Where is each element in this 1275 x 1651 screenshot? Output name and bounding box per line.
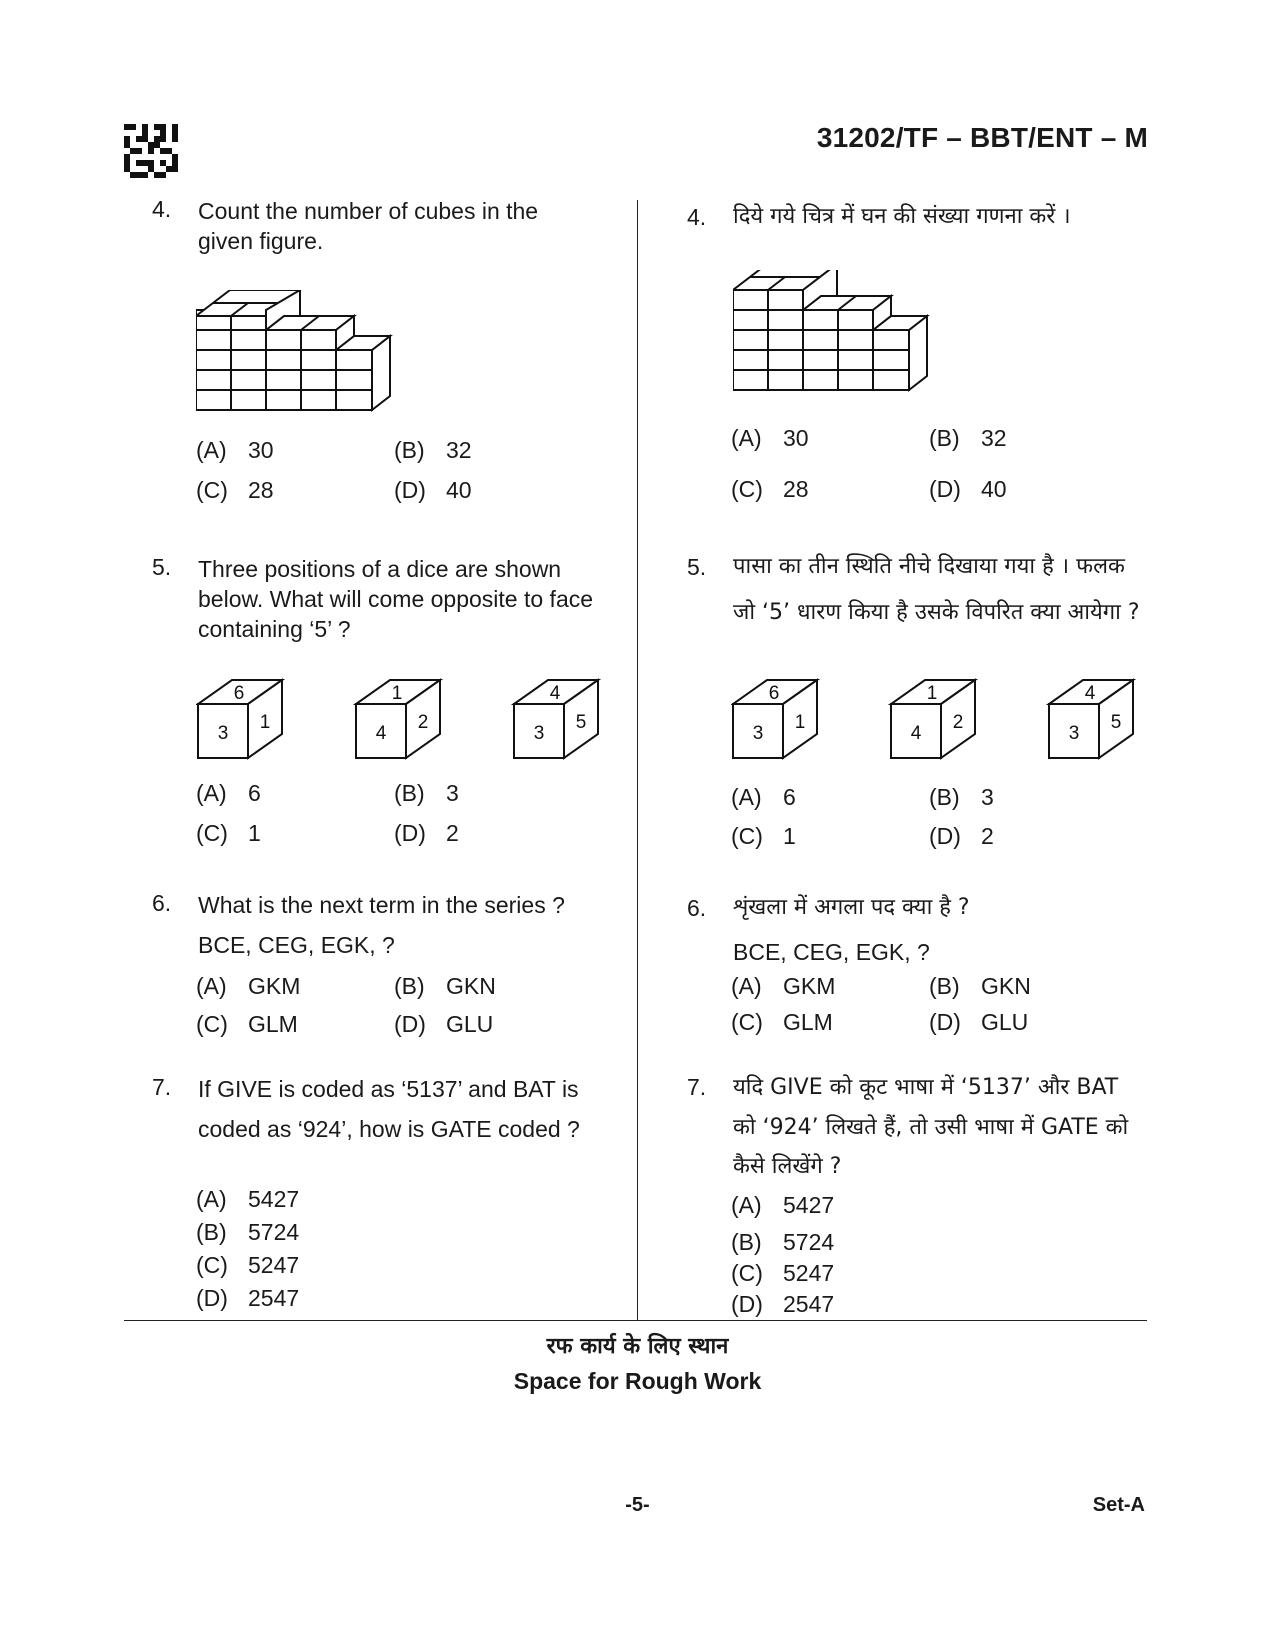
- option-value: 1: [783, 823, 796, 849]
- option-value: 2547: [248, 1285, 300, 1311]
- q6-hi-option-d[interactable]: [929, 1009, 1028, 1036]
- cube-stack-figure-en: [196, 290, 421, 420]
- q4-text-line2: given figure.: [198, 228, 324, 254]
- page-number: -5-: [625, 1494, 650, 1516]
- option-label: (A): [731, 425, 762, 451]
- option-label: (B): [394, 437, 425, 463]
- q5-hi-text-line1: पासा का तीन स्थिति नीचे दिखाया गया है । फलक: [733, 554, 1125, 579]
- option-label: (B): [929, 784, 960, 810]
- q6-option-a[interactable]: [196, 973, 300, 1000]
- q5-number: 5.: [152, 554, 172, 580]
- option-value: 1: [248, 820, 261, 846]
- q7-hi-text-line2: को ‘924’ लिखते हैं, तो उसी भाषा में GATE को: [733, 1115, 1129, 1140]
- option-value: 2547: [783, 1291, 835, 1317]
- q7-hi-text-line1: यदि GIVE को कूट भाषा में ‘5137’ और BAT: [733, 1075, 1119, 1100]
- option-label: (B): [394, 780, 425, 806]
- q5-hi-text-line2: जो ‘5’ धारण किया है उसके विपरित क्या आयेगा ?: [733, 600, 1140, 625]
- option-value: GLM: [783, 1009, 833, 1035]
- q4-hi-option-c[interactable]: [731, 476, 809, 503]
- q7-option-a[interactable]: [196, 1186, 299, 1213]
- q6-hi-text-line2: BCE, CEG, EGK, ?: [733, 939, 930, 965]
- q4-text-line1: Count the number of cubes in the: [198, 198, 539, 224]
- option-label: (C): [731, 476, 763, 502]
- option-label: (A): [196, 437, 227, 463]
- paper-code: 31202/TF – BBT/ENT – M: [816, 122, 1148, 153]
- option-label: (A): [731, 784, 762, 810]
- q7-text-line1: If GIVE is coded as ‘5137’ and BAT is: [198, 1076, 579, 1102]
- dice2-top: 1: [391, 683, 403, 704]
- q7-option-b[interactable]: [196, 1219, 299, 1246]
- dice2-side: 2: [417, 712, 429, 733]
- q5-option-b[interactable]: [394, 780, 459, 807]
- rough-work-label: Space for Rough Work: [513, 1368, 762, 1394]
- q5-hi-option-b[interactable]: [929, 784, 994, 811]
- option-value: 5724: [783, 1229, 835, 1255]
- option-label: (C): [196, 477, 228, 503]
- q5-hi-option-c[interactable]: [731, 823, 796, 850]
- dice1-side: 1: [259, 712, 271, 733]
- q6-hi-option-c[interactable]: [731, 1009, 833, 1036]
- q6-hi-option-a[interactable]: [731, 973, 835, 1000]
- rough-work-label-hindi: रफ कार्य के लिए स्थान: [546, 1334, 729, 1359]
- cube-stack-figure-hi: [733, 270, 958, 400]
- option-value: 28: [783, 476, 809, 502]
- q7-option-c[interactable]: [196, 1252, 299, 1279]
- q5-hi-number: 5.: [687, 554, 707, 580]
- option-label: (B): [394, 973, 425, 999]
- q4-option-c[interactable]: [196, 477, 274, 504]
- set-label: Set-A: [1092, 1494, 1145, 1516]
- option-label: (B): [929, 425, 960, 451]
- q6-text-line1: What is the next term in the series ?: [198, 892, 565, 918]
- q4-hi-option-d[interactable]: [929, 476, 1007, 503]
- dice3-top: 4: [1084, 683, 1096, 704]
- option-label: (C): [731, 1260, 763, 1286]
- q4-number: 4.: [152, 196, 172, 222]
- option-value: 40: [981, 476, 1007, 502]
- option-label: (C): [731, 1009, 763, 1035]
- dice1-front: 3: [217, 723, 229, 744]
- option-label: (D): [929, 476, 961, 502]
- option-label: (B): [731, 1229, 762, 1255]
- option-value: GKN: [981, 973, 1031, 999]
- option-value: 6: [783, 784, 796, 810]
- option-label: (D): [731, 1291, 763, 1317]
- option-value: GKN: [446, 973, 496, 999]
- q6-option-b[interactable]: [394, 973, 496, 1000]
- q6-option-c[interactable]: [196, 1011, 298, 1038]
- q4-option-a[interactable]: [196, 437, 274, 464]
- q7-text-line2: coded as ‘924’, how is GATE coded ?: [198, 1116, 580, 1142]
- option-value: 3: [981, 784, 994, 810]
- q5-text-line3: containing ‘5’ ?: [198, 616, 351, 642]
- q7-hi-option-d[interactable]: [731, 1291, 834, 1318]
- option-value: 5427: [248, 1186, 300, 1212]
- dice-figure-en: [196, 676, 616, 766]
- section-divider: [124, 1320, 1147, 1321]
- q4-hi-number: 4.: [687, 204, 707, 230]
- option-value: GLU: [981, 1009, 1029, 1035]
- q6-option-d[interactable]: [394, 1011, 493, 1038]
- dice3-top: 4: [549, 683, 561, 704]
- q7-hi-text-line3: कैसे लिखेंगे ?: [733, 1154, 842, 1179]
- dice1-side: 1: [794, 712, 806, 733]
- dice2-side: 2: [952, 712, 964, 733]
- option-label: (D): [394, 1011, 426, 1037]
- q6-hi-text-line1: शृंखला में अगला पद क्या है ?: [733, 895, 970, 920]
- dice2-front: 4: [910, 723, 922, 744]
- q4-hi-text: दिये गये चित्र में घन की संख्या गणना करें ।: [733, 204, 1071, 229]
- option-value: GLM: [248, 1011, 298, 1037]
- dice1-top: 6: [233, 683, 245, 704]
- column-divider: [637, 200, 638, 1320]
- q6-hi-option-b[interactable]: [929, 973, 1031, 1000]
- q5-text-line1: Three positions of a dice are shown: [198, 556, 562, 582]
- option-label: (A): [731, 973, 762, 999]
- dice2-top: 1: [926, 683, 938, 704]
- q7-hi-option-a[interactable]: [731, 1192, 834, 1219]
- option-value: 2: [981, 823, 994, 849]
- dice3-front: 3: [1068, 723, 1080, 744]
- option-label: (C): [196, 1011, 228, 1037]
- option-value: GKM: [248, 973, 301, 999]
- dice1-top: 6: [768, 683, 780, 704]
- option-value: 30: [783, 425, 809, 451]
- q5-hi-option-a[interactable]: [731, 784, 796, 811]
- q4-hi-option-a[interactable]: [731, 425, 809, 452]
- option-value: 5247: [248, 1252, 300, 1278]
- option-label: (B): [929, 973, 960, 999]
- option-label: (A): [196, 1186, 227, 1212]
- q5-hi-option-d[interactable]: [929, 823, 994, 850]
- q5-text-line2: below. What will come opposite to face: [198, 586, 594, 612]
- q5-option-c[interactable]: [196, 820, 261, 847]
- q6-text-line2: BCE, CEG, EGK, ?: [198, 932, 395, 958]
- option-value: 6: [248, 780, 261, 806]
- q5-option-a[interactable]: [196, 780, 261, 807]
- option-value: 2: [446, 820, 459, 846]
- option-label: (D): [929, 1009, 961, 1035]
- q4-hi-option-b[interactable]: [929, 425, 1007, 452]
- dice2-front: 4: [375, 723, 387, 744]
- dice3-front: 3: [533, 723, 545, 744]
- dice3-side: 5: [1110, 712, 1122, 733]
- option-label: (C): [196, 820, 228, 846]
- option-value: 5427: [783, 1192, 835, 1218]
- q4-option-d[interactable]: [394, 477, 472, 504]
- dice3-side: 5: [575, 712, 587, 733]
- option-value: 40: [446, 477, 472, 503]
- q5-option-d[interactable]: [394, 820, 459, 847]
- q7-hi-option-c[interactable]: [731, 1260, 834, 1287]
- q7-hi-number: 7.: [687, 1074, 707, 1100]
- q7-option-d[interactable]: [196, 1285, 299, 1312]
- option-label: (A): [196, 780, 227, 806]
- option-label: (D): [394, 820, 426, 846]
- option-label: (D): [929, 823, 961, 849]
- option-value: 30: [248, 437, 274, 463]
- q6-hi-number: 6.: [687, 895, 707, 921]
- option-value: 3: [446, 780, 459, 806]
- option-label: (B): [196, 1219, 227, 1245]
- option-value: GKM: [783, 973, 836, 999]
- qr-code-icon: [124, 124, 178, 178]
- option-label: (C): [731, 823, 763, 849]
- option-value: GLU: [446, 1011, 494, 1037]
- option-value: 5724: [248, 1219, 300, 1245]
- q7-number: 7.: [152, 1074, 172, 1100]
- dice1-front: 3: [752, 723, 764, 744]
- option-value: 28: [248, 477, 274, 503]
- option-label: (A): [196, 973, 227, 999]
- option-value: 32: [981, 425, 1007, 451]
- q6-number: 6.: [152, 890, 172, 916]
- option-value: 5247: [783, 1260, 835, 1286]
- option-value: 32: [446, 437, 472, 463]
- option-label: (C): [196, 1252, 228, 1278]
- q4-option-b[interactable]: [394, 437, 472, 464]
- q7-hi-option-b[interactable]: [731, 1229, 834, 1256]
- option-label: (A): [731, 1192, 762, 1218]
- dice-figure-hi: [731, 676, 1151, 766]
- option-label: (D): [394, 477, 426, 503]
- option-label: (D): [196, 1285, 228, 1311]
